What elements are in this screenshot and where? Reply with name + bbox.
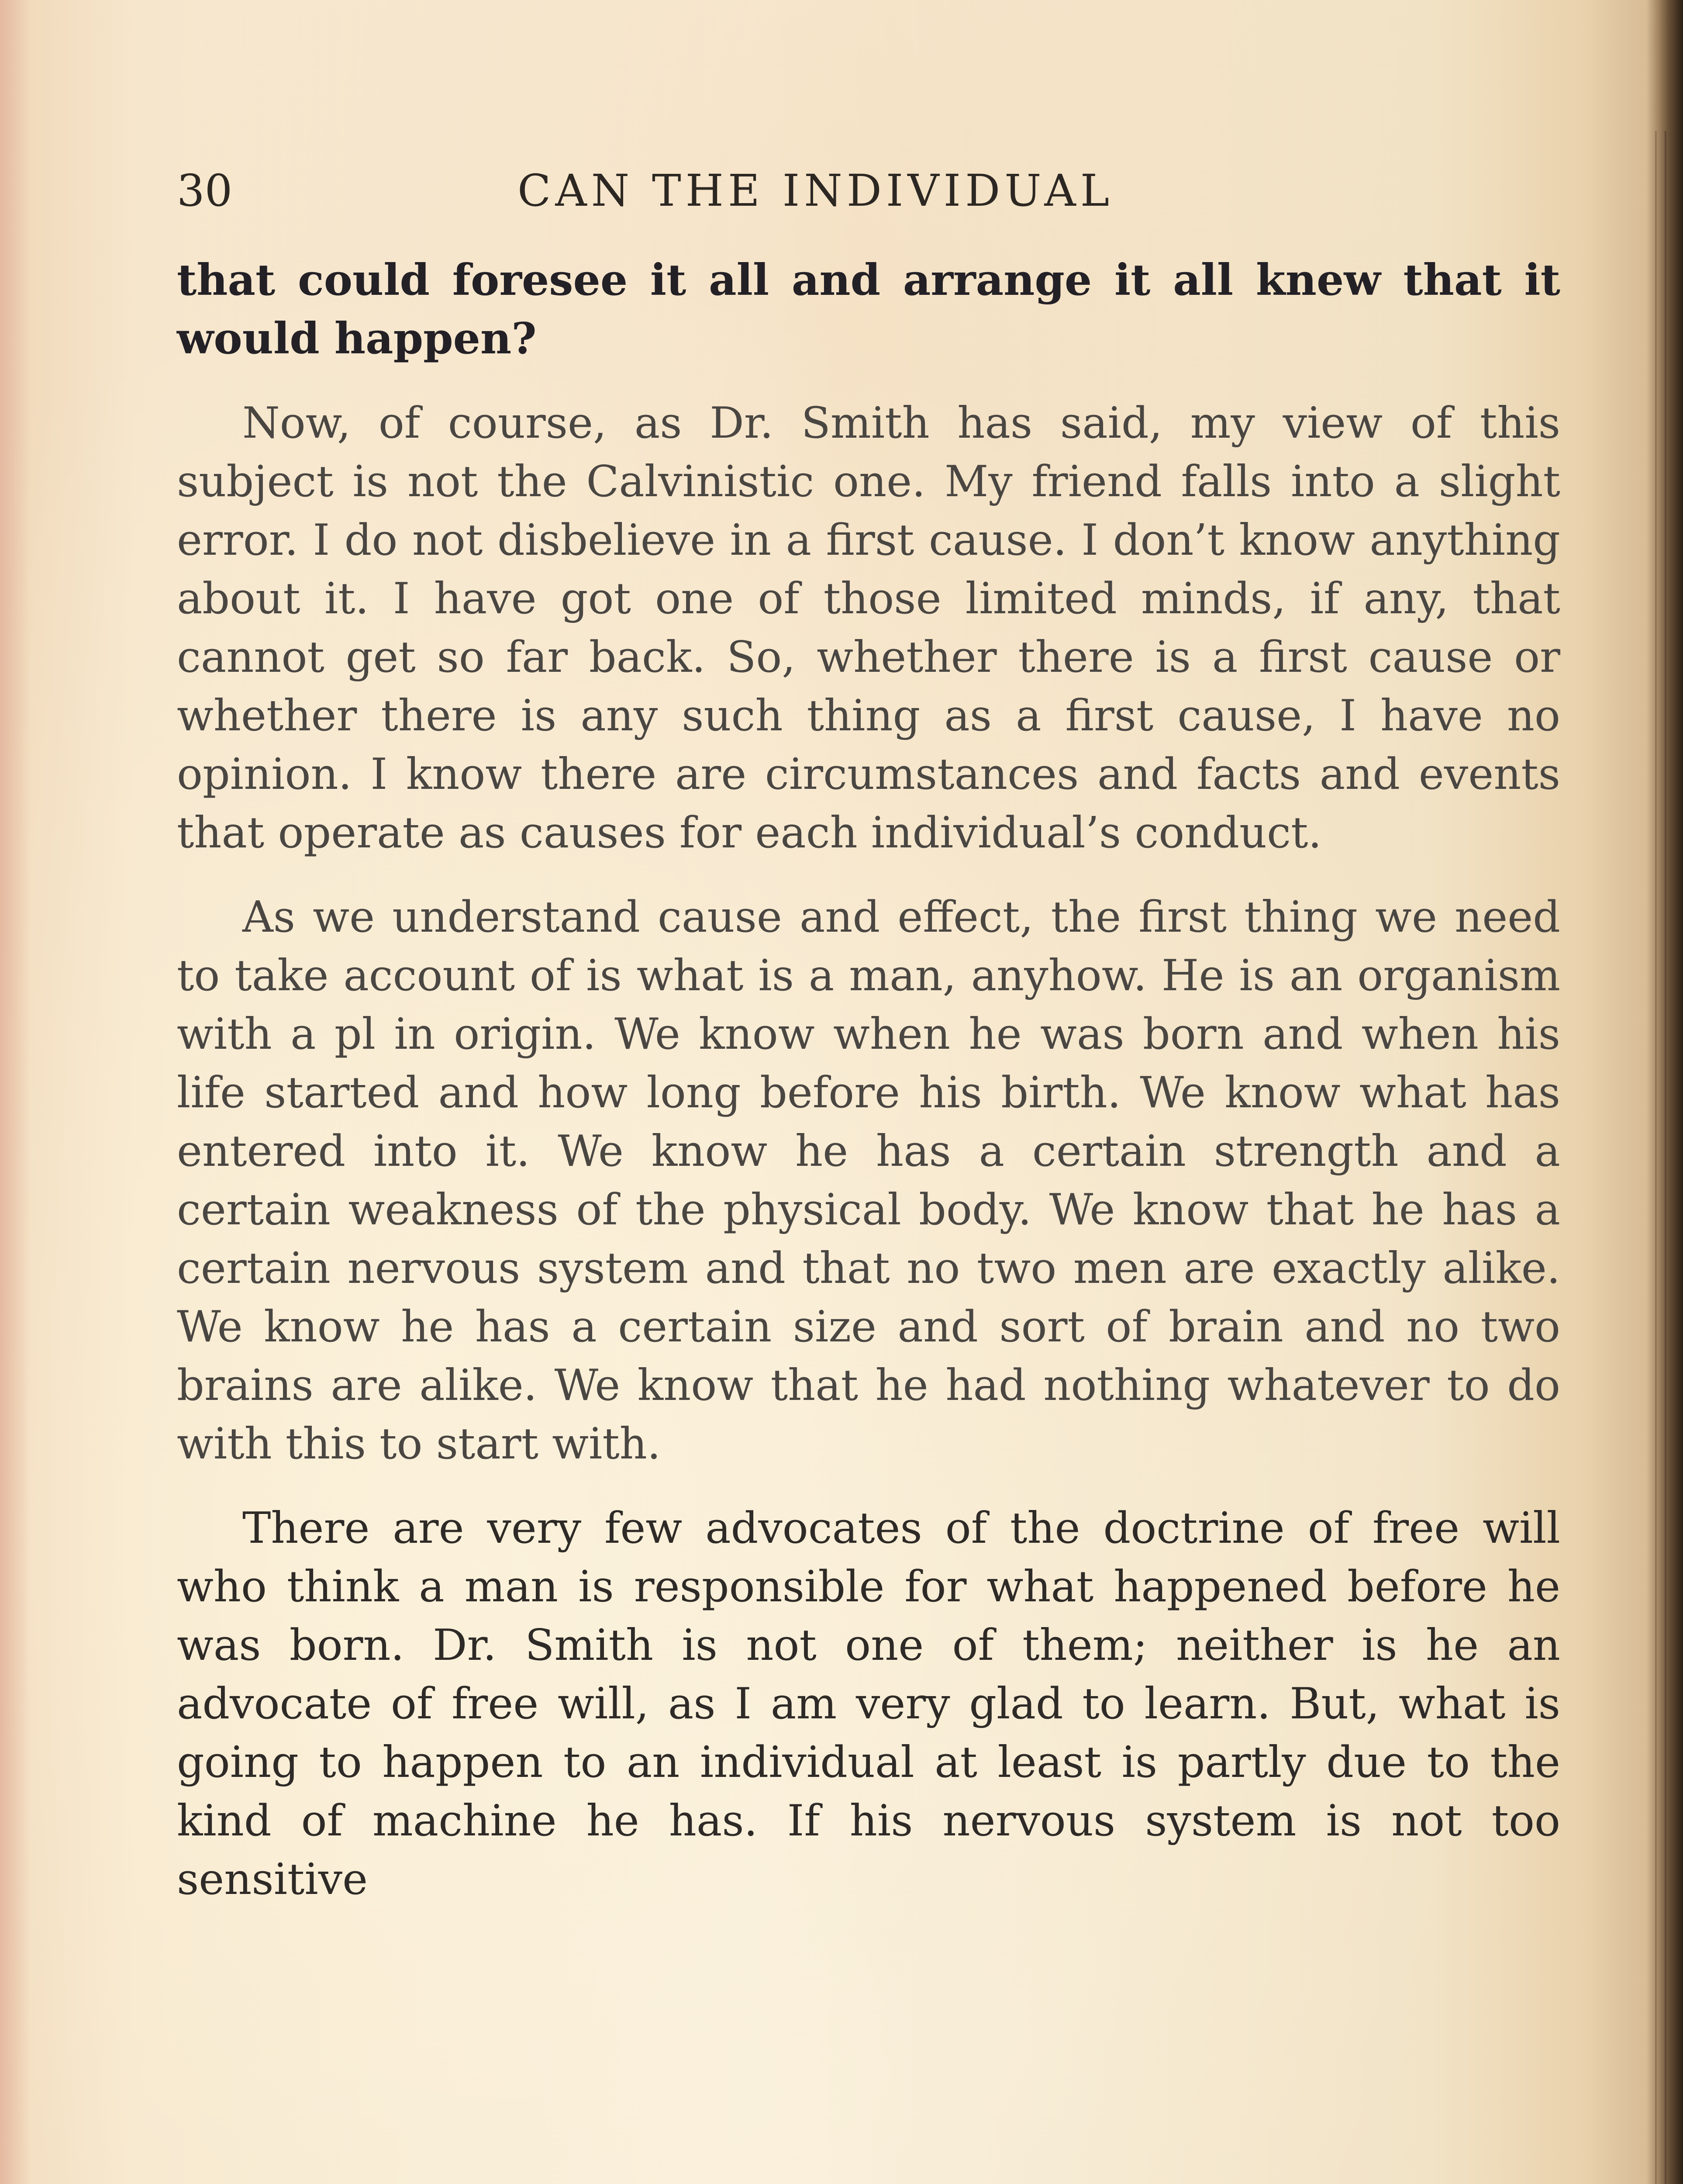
running-header — [177, 162, 1234, 228]
page-edge-line — [1665, 131, 1666, 2184]
paragraph: There are very few advocates of the doctrine of free will who think a man is responsible for what happened before he was born. Dr. Smith is not one of them; neither is he an advocate of free will, as I am very glad to learn. But, what is going to happen to an individual at least is partly due to the kind of machine he has. If his nervous system is not too sensitive — [177, 1503, 1560, 1904]
body-text — [177, 251, 1560, 1935]
paragraph: As we understand cause and effect, the first thing we need to take account of is what is a man, anyhow. He is an organism with a pl in origin. We know when he was born and when his life started and how long before his birth. We know what has entered into it. We know he has a certain strength and a certain weakness of the physical body. We know that he has a certain nervous system and that no two men are exactly alike. We know he has a certain size and sort of brain and no two brains are alike. We know that he had nothing whatever to do with this to start with. — [177, 892, 1560, 1469]
running-title: CAN THE INDIVIDUAL — [517, 165, 1114, 216]
paragraph: Now, of course, as Dr. Smith has said, my view of this subject is not the Calvinistic one. My friend falls into a slight error. I do not disbelieve in a first cause. I don’t know anything about it. I have got one of those limited minds, if any, that cannot get so far back. So, whether there is a first cause or whether there is any such thing as a first cause, I have no opinion. I know there are circumstances and facts and events that operate as causes for each individual’s conduct. — [177, 398, 1560, 858]
page-number: 30 — [177, 165, 233, 216]
page-left-edge — [0, 0, 31, 2184]
paragraph: that could foresee it all and arrange it all knew that it would happen? — [177, 255, 1560, 364]
page-edge-line — [1655, 131, 1657, 2184]
